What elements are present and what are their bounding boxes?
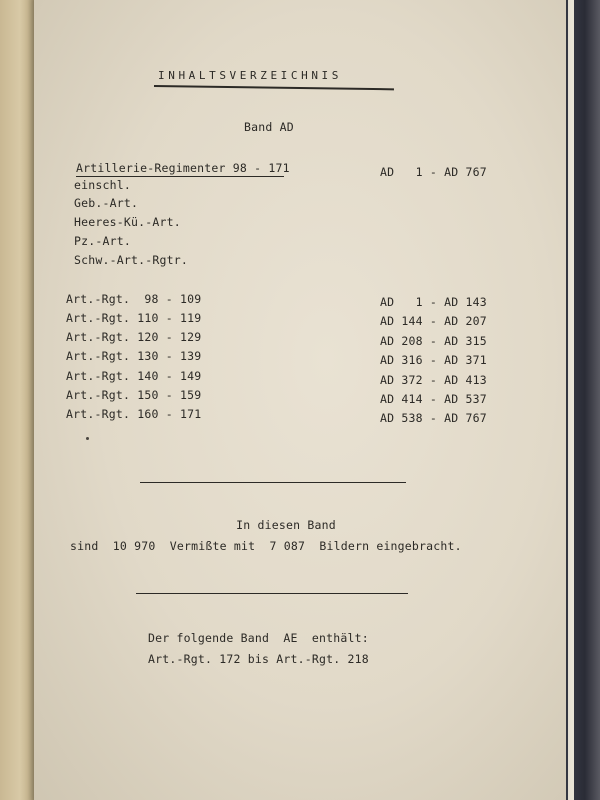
regiment-range: AD 208 - AD 315 — [380, 334, 487, 348]
regiment-range: AD 144 - AD 207 — [380, 314, 487, 328]
ink-dot — [86, 437, 89, 440]
summary-line-2: sind 10 970 Vermißte mit 7 087 Bildern eingebracht. — [70, 539, 462, 553]
regiment-label: Art.-Rgt. 150 - 159 — [66, 388, 202, 402]
regiment-range: AD 372 - AD 413 — [380, 373, 487, 387]
regiment-range: AD 1 - AD 143 — [380, 295, 487, 309]
band-label: Band AD — [244, 120, 294, 134]
regiment-label: Art.-Rgt. 98 - 109 — [66, 292, 202, 306]
summary-line-1: In diesen Band — [236, 518, 336, 532]
regiment-range: AD 538 - AD 767 — [380, 411, 487, 425]
regiment-label: Art.-Rgt. 120 - 129 — [66, 330, 202, 344]
sub-entry: Heeres-Kü.-Art. — [74, 215, 181, 229]
next-band-line-2: Art.-Rgt. 172 bis Art.-Rgt. 218 — [148, 652, 369, 666]
regiment-range: AD 316 - AD 371 — [380, 353, 487, 367]
document-page — [34, 0, 566, 800]
separator-line — [140, 482, 406, 483]
regiment-label: Art.-Rgt. 110 - 119 — [66, 311, 202, 325]
page-heading: INHALTSVERZEICHNIS — [158, 69, 343, 82]
sub-entry: Pz.-Art. — [74, 234, 131, 248]
page-stack-edge — [568, 0, 574, 800]
separator-line — [136, 593, 408, 594]
regiment-label: Art.-Rgt. 130 - 139 — [66, 349, 202, 363]
sub-entry: einschl. — [74, 178, 131, 192]
regiment-range: AD 414 - AD 537 — [380, 392, 487, 406]
sub-entry: Geb.-Art. — [74, 196, 139, 210]
main-entry-title: Artillerie-Regimenter 98 - 171 — [76, 161, 290, 175]
regiment-label: Art.-Rgt. 160 - 171 — [66, 407, 202, 421]
heading-underline — [154, 85, 394, 90]
main-entry-range: AD 1 - AD 767 — [380, 165, 487, 179]
next-band-line-1: Der folgende Band AE enthält: — [148, 631, 369, 645]
regiment-label: Art.-Rgt. 140 - 149 — [66, 369, 202, 383]
sub-entry: Schw.-Art.-Rgtr. — [74, 253, 188, 267]
